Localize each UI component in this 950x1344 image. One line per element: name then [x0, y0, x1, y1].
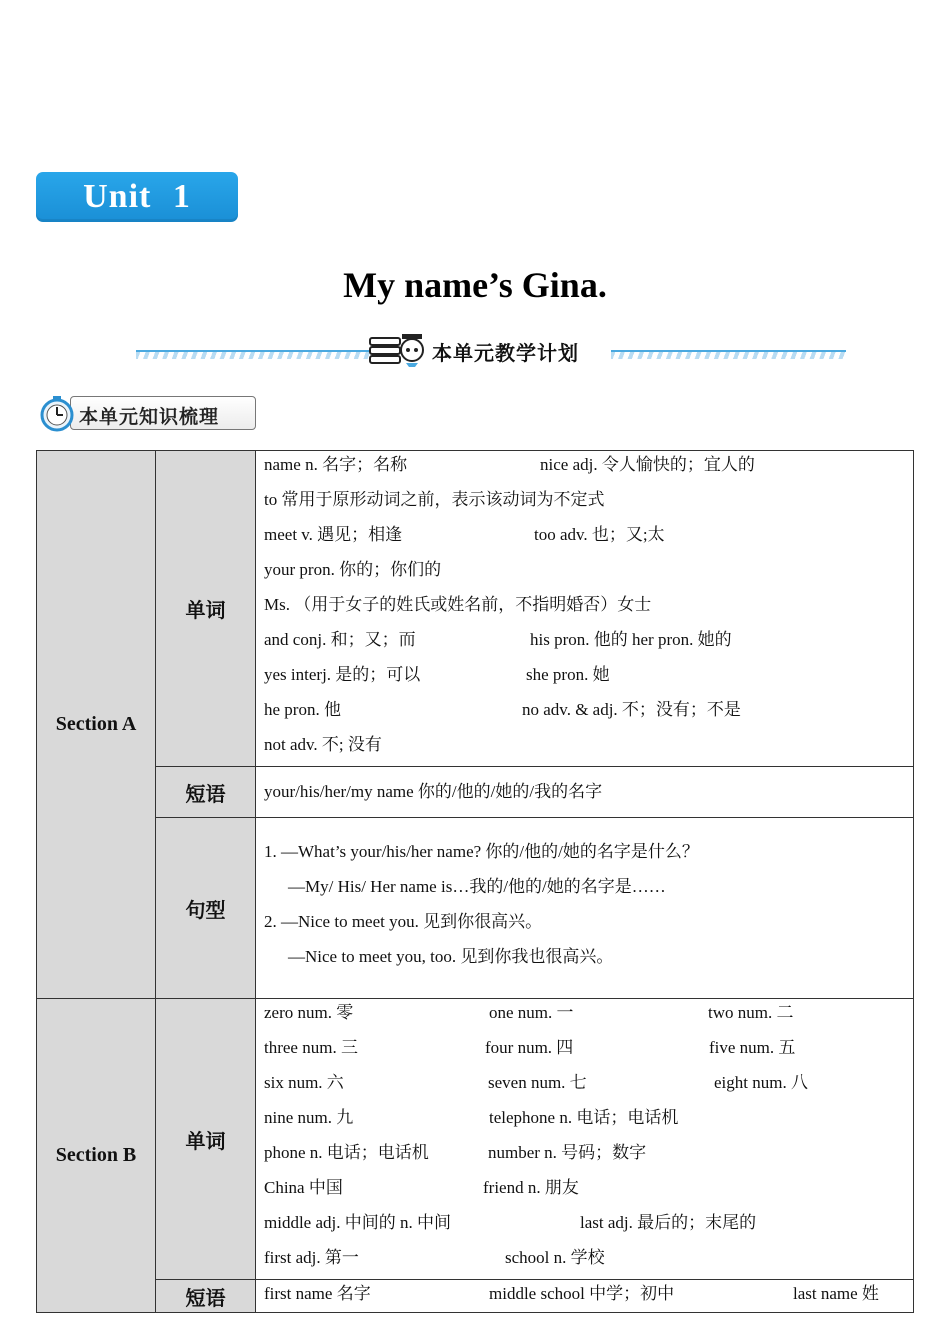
- phrase-line: [264, 778, 905, 806]
- section-a-label: Section A: [37, 451, 156, 999]
- section-a-words: [256, 451, 914, 767]
- teaching-plan-banner: [136, 330, 846, 370]
- word-entry: she pron. 她: [526, 665, 610, 684]
- sentence-line: [264, 873, 905, 908]
- section-a-phrases: [256, 767, 914, 818]
- word-line: [264, 1104, 905, 1139]
- teaching-plan-label: 本单元教学计划: [432, 341, 579, 365]
- word-entry: four num. 四: [485, 1038, 574, 1057]
- word-entry: not adv. 不; 没有: [264, 735, 382, 754]
- word-entry: no adv. & adj. 不；没有；不是: [522, 700, 741, 719]
- word-entry: Ms. （用于女子的姓氏或姓名前，不指明婚否）女士: [264, 595, 652, 614]
- word-entry: five num. 五: [709, 1038, 796, 1057]
- word-entry: friend n. 朋友: [483, 1178, 579, 1197]
- word-entry: one num. 一: [489, 1003, 574, 1022]
- word-line: [264, 696, 905, 731]
- word-line: [264, 1034, 905, 1069]
- sentence-entry: —My/ His/ Her name is…我的/他的/她的名字是……: [288, 877, 666, 896]
- section-b-phrases: [256, 1280, 914, 1313]
- word-line: [264, 591, 905, 626]
- section-a-words-label: 单词: [156, 451, 256, 767]
- word-entry: your pron. 你的；你们的: [264, 560, 442, 579]
- section-a-sentences-row: [37, 818, 914, 999]
- section-b-label: Section B: [37, 999, 156, 1313]
- section-a-sentences: [256, 818, 914, 999]
- word-entry: nine num. 九: [264, 1108, 354, 1127]
- word-entry: he pron. 他: [264, 700, 341, 719]
- unit-label: Unit 1: [83, 178, 191, 215]
- word-entry: nice adj. 令人愉快的；宜人的: [540, 455, 755, 474]
- word-line: [264, 1069, 905, 1104]
- word-entry: China 中国: [264, 1178, 343, 1197]
- word-entry: name n. 名字；名称: [264, 455, 408, 474]
- page-title: My name’s Gina.: [343, 265, 607, 305]
- section-b-phrases-label: 短语: [156, 1280, 256, 1313]
- phrase-entry: middle school 中学；初中: [489, 1284, 675, 1303]
- word-line: [264, 1139, 905, 1174]
- word-entry: phone n. 电话；电话机: [264, 1143, 429, 1162]
- section-b-words: [256, 999, 914, 1280]
- section-a-phrases-row: [37, 767, 914, 818]
- word-entry: his pron. 他的 her pron. 她的: [530, 630, 732, 649]
- knowledge-table: [36, 450, 914, 1313]
- section-a-words-row: [37, 451, 914, 767]
- phrase-entry: first name 名字: [264, 1284, 371, 1303]
- word-line: [264, 486, 905, 521]
- sentence-line: [264, 943, 905, 978]
- word-entry: meet v. 遇见；相逢: [264, 525, 403, 544]
- books-icon: [368, 330, 426, 368]
- section-b-phrases-row: [37, 1280, 914, 1313]
- word-line: [264, 661, 905, 696]
- word-line: [264, 1209, 905, 1244]
- word-entry: three num. 三: [264, 1038, 358, 1057]
- sentence-entry: 1. —What’s your/his/her name? 你的/他的/她的名字是什么？: [264, 842, 699, 861]
- sentence-entry: 2. —Nice to meet you. 见到你很高兴。: [264, 912, 543, 931]
- banner-right-stripe: [611, 350, 846, 359]
- word-entry: two num. 二: [708, 1003, 794, 1022]
- sentence-line: [264, 838, 905, 873]
- word-line: [264, 521, 905, 556]
- word-entry: too adv. 也；又;太: [534, 525, 665, 544]
- word-entry: seven num. 七: [488, 1073, 587, 1092]
- knowledge-tag: [36, 390, 258, 434]
- phrase-entry: last name 姓: [793, 1284, 879, 1303]
- word-entry: number n. 号码；数字: [488, 1143, 647, 1162]
- word-line: [264, 999, 905, 1034]
- knowledge-tag-label: 本单元知识梳理: [79, 406, 220, 428]
- word-entry: school n. 学校: [505, 1248, 605, 1267]
- knowledge-tag-box: [70, 396, 256, 430]
- word-entry: six num. 六: [264, 1073, 344, 1092]
- word-entry: telephone n. 电话；电话机: [489, 1108, 679, 1127]
- word-entry: and conj. 和；又；而: [264, 630, 416, 649]
- word-line: [264, 731, 905, 766]
- word-entry: eight num. 八: [714, 1073, 808, 1092]
- phrase-line: [264, 1280, 905, 1310]
- word-line: [264, 1244, 905, 1279]
- unit-badge: [36, 172, 238, 222]
- word-entry: middle adj. 中间的 n. 中间: [264, 1213, 451, 1232]
- clock-icon: [38, 394, 76, 432]
- word-line: [264, 556, 905, 591]
- word-line: [264, 451, 905, 486]
- word-entry: first adj. 第一: [264, 1248, 359, 1267]
- sentence-line: [264, 908, 905, 943]
- word-line: [264, 626, 905, 661]
- word-line: [264, 1174, 905, 1209]
- word-entry: last adj. 最后的；末尾的: [580, 1213, 757, 1232]
- sentence-entry: —Nice to meet you, too. 见到你我也很高兴。: [288, 947, 614, 966]
- section-b-words-label: 单词: [156, 999, 256, 1280]
- section-b-words-row: [37, 999, 914, 1280]
- banner-left-stripe: [136, 350, 371, 359]
- word-entry: to 常用于原形动词之前，表示该动词为不定式: [264, 490, 605, 509]
- word-entry: zero num. 零: [264, 1003, 354, 1022]
- word-entry: yes interj. 是的；可以: [264, 665, 421, 684]
- phrase-entry: your/his/her/my name 你的/他的/她的/我的名字: [264, 782, 603, 801]
- section-a-sentences-label: 句型: [156, 818, 256, 999]
- section-a-phrases-label: 短语: [156, 767, 256, 818]
